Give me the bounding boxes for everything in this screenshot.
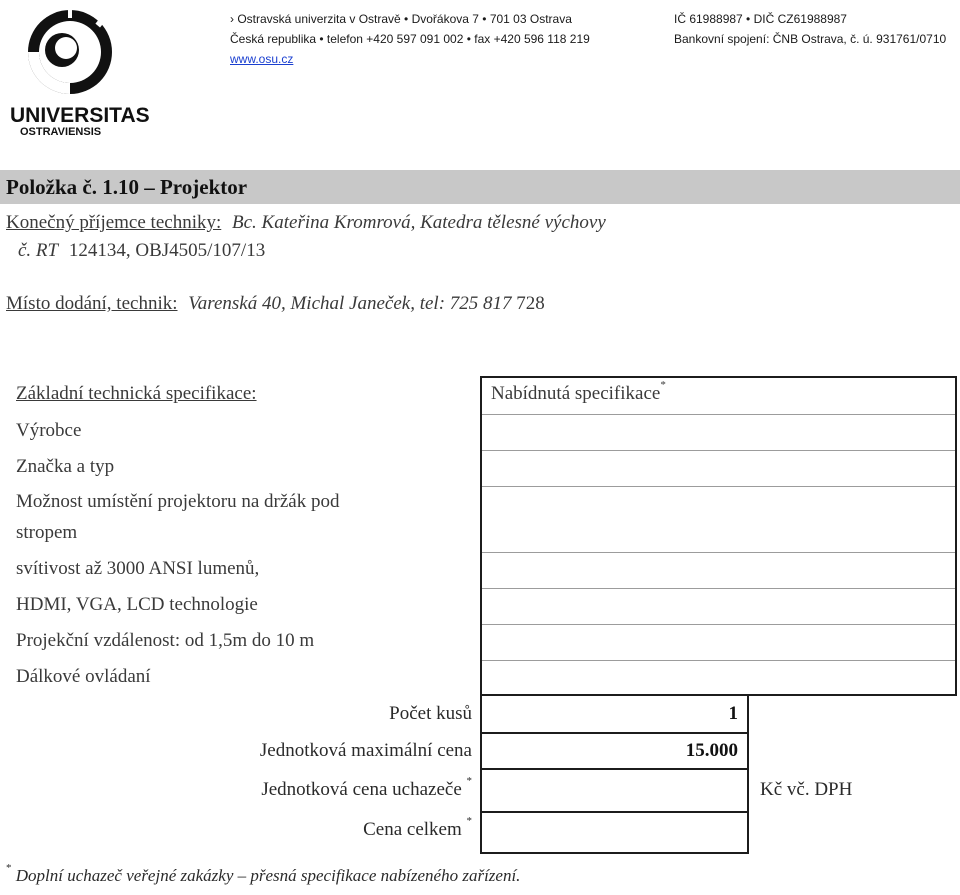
spec-row-mount-cont: stropem (16, 522, 78, 543)
spec-row-distance: Projekční vzdálenost: od 1,5m do 10 m (16, 630, 315, 651)
bidder-unit-price-row (261, 775, 472, 801)
spec-row-divider (482, 486, 955, 487)
header-ids-line1: IČ 61988987 • DIČ CZ61988987 (674, 12, 847, 26)
spec-row-divider (482, 588, 955, 589)
max-unit-price-label: Jednotková maximální cena (259, 740, 472, 761)
rt-prefix: č. RT (18, 240, 59, 261)
currency-unit: Kč vč. DPH (760, 779, 853, 800)
recipient-value: Bc. Kateřina Kromrová, Katedra tělesné výchovy (232, 212, 606, 233)
delivery-tail: 728 (516, 293, 545, 314)
spec-row-inputs: HDMI, VGA, LCD technologie (16, 594, 258, 615)
spec-row-remote: Dálkové ovládaní (16, 666, 151, 687)
quantity-value: 1 (728, 703, 738, 724)
website-link[interactable]: www.osu.cz (230, 52, 294, 66)
footnote-text: Doplní uchazeč veřejné zakázky – přesná specifikace nabízeného zařízení. (15, 866, 521, 885)
spec-row-divider (482, 660, 955, 661)
spec-row-manufacturer: Výrobce (16, 420, 82, 441)
offered-spec-table (480, 376, 957, 696)
spec-row-divider (482, 552, 955, 553)
delivery-value: Varenská 40, Michal Janeček, tel: 725 817 (188, 293, 512, 314)
spec-row-brightness: svítivost až 3000 ANSI lumenů, (16, 558, 260, 579)
spec-header-asterisk: * (660, 379, 666, 391)
header-address-line2: Česká republika • telefon +420 597 091 002 • fax +420 596 118 219 (230, 32, 590, 46)
recipient-label: Konečný příjemce techniky: (6, 212, 222, 233)
header-address-line1: › Ostravská univerzita v Ostravě • Dvořákova 7 • 701 03 Ostrava (230, 12, 572, 26)
item-title: Položka č. 1.10 – Projektor (6, 175, 248, 199)
footnote (6, 862, 521, 886)
spec-row-brand-type: Značka a typ (16, 456, 115, 477)
price-row-divider (482, 811, 747, 813)
quantity-label: Počet kusů (389, 703, 472, 724)
logo-text-line2: OSTRAVIENSIS (20, 126, 102, 138)
max-unit-price-value: 15.000 (685, 740, 738, 761)
price-row-divider (482, 732, 747, 734)
total-price-label: Cena celkem (363, 819, 462, 840)
total-price-asterisk: * (466, 815, 472, 827)
bidder-unit-price-asterisk: * (466, 775, 472, 787)
recipient-line (6, 212, 606, 234)
university-logo (6, 6, 150, 138)
spec-left-header: Základní technická specifikace: (16, 383, 257, 404)
total-price-row (363, 815, 472, 841)
spec-row-divider (482, 450, 955, 451)
rt-value: 124134, OBJ4505/107/13 (68, 240, 266, 261)
spec-row-divider (482, 414, 955, 415)
spec-right-header-text: Nabídnutá specifikace (491, 383, 661, 404)
header-ids-line2: Bankovní spojení: ČNB Ostrava, č. ú. 931761/0710 (674, 32, 947, 46)
footnote-mark: * (6, 862, 12, 874)
bidder-unit-price-label: Jednotková cena uchazeče (261, 779, 462, 800)
spec-row-mount: Možnost umístění projektoru na držák pod (16, 491, 340, 512)
spec-row-divider (482, 624, 955, 625)
price-row-divider (482, 768, 747, 770)
delivery-line (6, 293, 545, 315)
header-company-ids (674, 9, 946, 49)
logo-text-line1: UNIVERSITAS (10, 104, 150, 127)
delivery-label: Místo dodání, technik: (6, 293, 178, 314)
header-address (230, 9, 590, 69)
price-table (480, 696, 749, 854)
rt-line (18, 240, 265, 262)
